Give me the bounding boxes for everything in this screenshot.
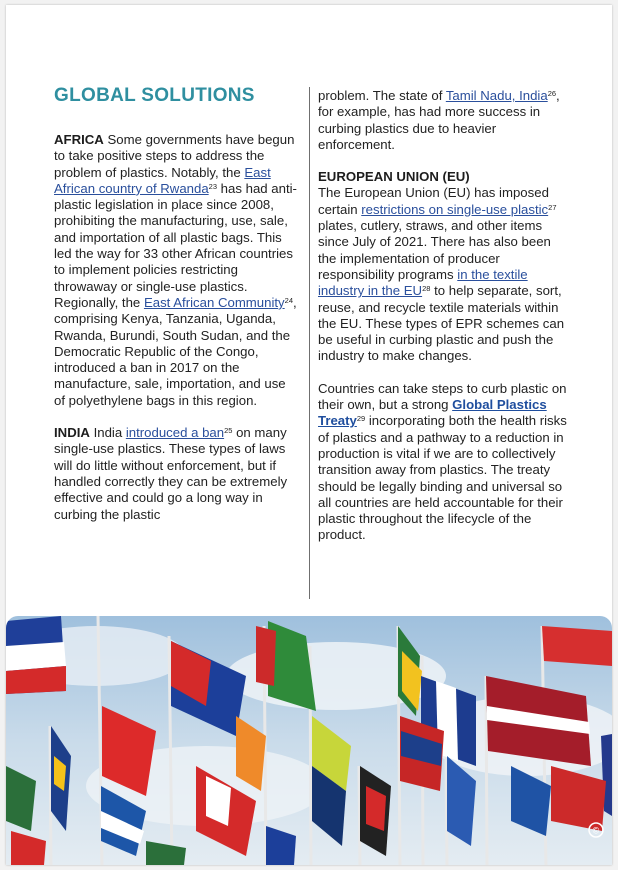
footnote-ref: 27 <box>548 202 557 212</box>
footnote-ref: 26 <box>547 89 557 98</box>
india-paragraph: INDIA India introduced a ban$^{25}$ on many single-use plastics. These types of laws will do little without enforcement, but if handled correctly they can be extremely effective and could go a long way in curbing the plastic <box>54 425 288 522</box>
section-heading: GLOBAL SOLUTIONS <box>54 85 255 106</box>
footnote-ref: 25 <box>224 426 233 436</box>
footnote-ref: 24 <box>284 295 293 305</box>
link-global-plastics-treaty[interactable]: Global Plastics Treaty <box>318 397 547 429</box>
africa-paragraph: AFRICA Some governments have begun to take positive steps to address the problem of plastics. Notably, the East African country of Rwanda$^{23}$ has had anti-plastic legislation in place since 2008, prohibiting the manufacturing, use, sale, and importation of all plastic bags. This led the way for 33 other African countries to implement policies restricting throwaway or single-use plastics. <box>54 132 297 294</box>
link-eu-restrictions[interactable]: restrictions on single-use plastic <box>361 201 549 217</box>
link-textile-industry[interactable]: in the textile industry in the EU <box>318 266 528 299</box>
link-east-african-community[interactable]: East African Community <box>143 294 285 310</box>
region-label-africa: AFRICA <box>54 132 104 147</box>
footnote-ref: 23 <box>208 181 218 191</box>
flags-photo <box>6 616 612 865</box>
column-divider <box>309 87 310 599</box>
right-column-text <box>318 88 570 544</box>
link-tamil-nadu[interactable]: Tamil Nadu, India <box>445 88 548 103</box>
eu-heading: EUROPEAN UNION (EU) <box>318 169 470 185</box>
footnote-ref: 29 <box>356 414 366 424</box>
africa-paragraph-2: Regionally, the East African Community$^{24}$, comprising Kenya, Tanzania, Uganda, Rwanda, Burundi, South Sudan, and the Democratic Republic of the Congo, introduced a ban in 2017 on the manufacture, sale, importation, and use of polyethylene bags in this region. <box>54 294 297 408</box>
closing-paragraph: Countries can take steps to curb plastic on their own, but a strong Global Plastics Treaty$^{29}$ incorporating both the health risks of plastics and a pathway to a reduction in production is vital if we are to collectively transition away from plastics. The treaty should be legally binding and universal so all countries are held accountable for their plastic throughout the lifecycle of the product. <box>318 380 567 543</box>
eu-paragraph: The European Union (EU) has imposed certain restrictions on single-use plastic$^{27}$ plates, cutlery, straws, and other items since July of 2021. There has also been the implementation of producer responsibility programs in the textile industry in the EU$^{28}$ to help separate, sort, reuse, and recycle textile materials within the EU. These types of EPR schemes can be useful in curbing plastic and push the industry to make changes. <box>318 185 565 364</box>
footnote-ref: 28 <box>422 284 431 294</box>
region-label-india: INDIA <box>54 425 90 441</box>
link-india-ban[interactable]: introduced a ban <box>125 425 225 441</box>
flags-illustration <box>6 616 612 865</box>
copyright-icon-glyph: © <box>592 825 600 836</box>
india-paragraph-continued: problem. The state of Tamil Nadu, India$^{26}$, for example, has had more success in curbing plastics due to heavier enforcement. <box>318 88 560 152</box>
left-column <box>54 132 300 523</box>
link-rwanda[interactable]: East African country of Rwanda <box>54 164 271 196</box>
